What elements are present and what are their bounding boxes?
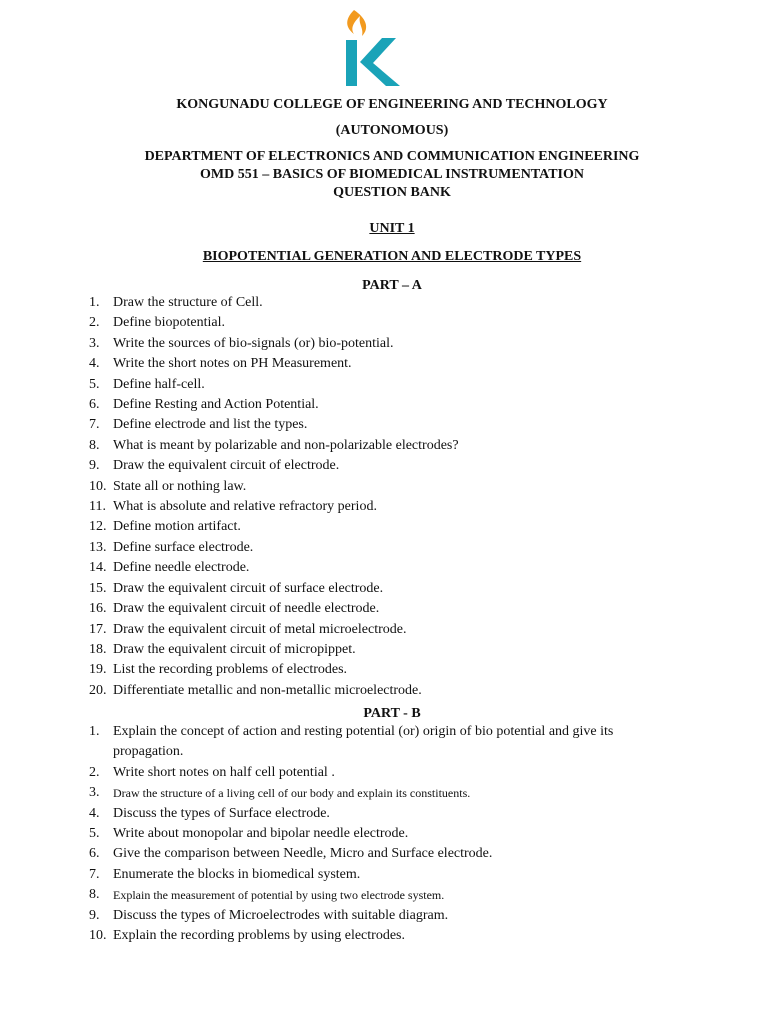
list-item: 8. What is meant by polarizable and non-polarizable electrodes? (89, 437, 459, 453)
list-item: 5. Write about monopolar and bipolar needle electrode. (89, 826, 409, 842)
list-item: 19. List the recording problems of electrodes. (89, 662, 348, 678)
list-item: 9. Draw the equivalent circuit of electrode. (89, 458, 340, 474)
list-item: 18. Draw the equivalent circuit of micropippet. (89, 641, 356, 657)
list-item: 13. Define surface electrode. (89, 539, 254, 555)
list-item: 17. Draw the equivalent circuit of metal microelectrode. (89, 621, 407, 637)
part-a-question-list (0, 293, 673, 701)
list-item: 7. Define electrode and list the types. (89, 417, 308, 433)
list-item: 20. Differentiate metallic and non-metallic microelectrode. (89, 682, 422, 698)
list-item: 10. State all or nothing law. (89, 478, 247, 494)
list-item: 2. Define biopotential. (89, 315, 225, 331)
unit-heading: UNIT 1 (369, 221, 415, 236)
part-b-heading: PART - B (363, 706, 421, 721)
list-item: 9. Discuss the types of Microelectrodes with suitable diagram. (89, 907, 449, 923)
autonomous-label: (AUTONOMOUS) (335, 123, 449, 138)
list-item: 16. Draw the equivalent circuit of needle electrode. (89, 601, 380, 617)
list-item: 3. Write the sources of bio-signals (or) bio-potential. (89, 335, 394, 351)
list-item: 7. Enumerate the blocks in biomedical system. (89, 866, 361, 882)
college-logo (340, 6, 406, 90)
list-item: 4. Write the short notes on PH Measurement. (89, 356, 352, 372)
course-title: OMD 551 – BASICS OF BIOMEDICAL INSTRUMENTATION (199, 167, 584, 182)
document-type: QUESTION BANK (333, 185, 451, 200)
list-item: 3. Draw the structure of a living cell of our body and explain its constituents. (89, 785, 471, 801)
unit-title: BIOPOTENTIAL GENERATION AND ELECTRODE TYPES (202, 249, 582, 264)
part-a-heading: PART – A (362, 278, 422, 293)
list-item: 6. Define Resting and Action Potential. (89, 397, 319, 413)
list-item: 11. What is absolute and relative refractory period. (89, 499, 377, 515)
list-item: 15. Draw the equivalent circuit of surface electrode. (89, 580, 384, 596)
list-item: 8. Explain the measurement of potential by using two electrode system. (89, 887, 445, 903)
list-item: 2. Write short notes on half cell potential . (89, 764, 335, 780)
list-item: 6. Give the comparison between Needle, Micro and Surface electrode. (89, 846, 493, 862)
list-item: 10. Explain the recording problems by using electrodes. (89, 928, 405, 944)
list-item: 14. Define needle electrode. (89, 560, 250, 576)
list-item: 4. Discuss the types of Surface electrode. (89, 805, 330, 821)
flame-icon (347, 10, 366, 36)
k-letter-stem (346, 40, 357, 86)
k-letter-arms (360, 38, 400, 86)
list-item: 1. Draw the structure of Cell. (89, 295, 263, 310)
list-item: 5. Define half-cell. (89, 376, 205, 392)
college-name: KONGUNADU COLLEGE OF ENGINEERING AND TECHNOLOGY (176, 97, 608, 112)
list-item: 1. Explain the concept of action and resting potential (or) origin of bio potential and give its propagation. (89, 724, 614, 760)
department-name: DEPARTMENT OF ELECTRONICS AND COMMUNICATION ENGINEERING (144, 149, 640, 164)
part-b-question-list (0, 722, 673, 946)
list-item: 12. Define motion artifact. (89, 519, 241, 535)
